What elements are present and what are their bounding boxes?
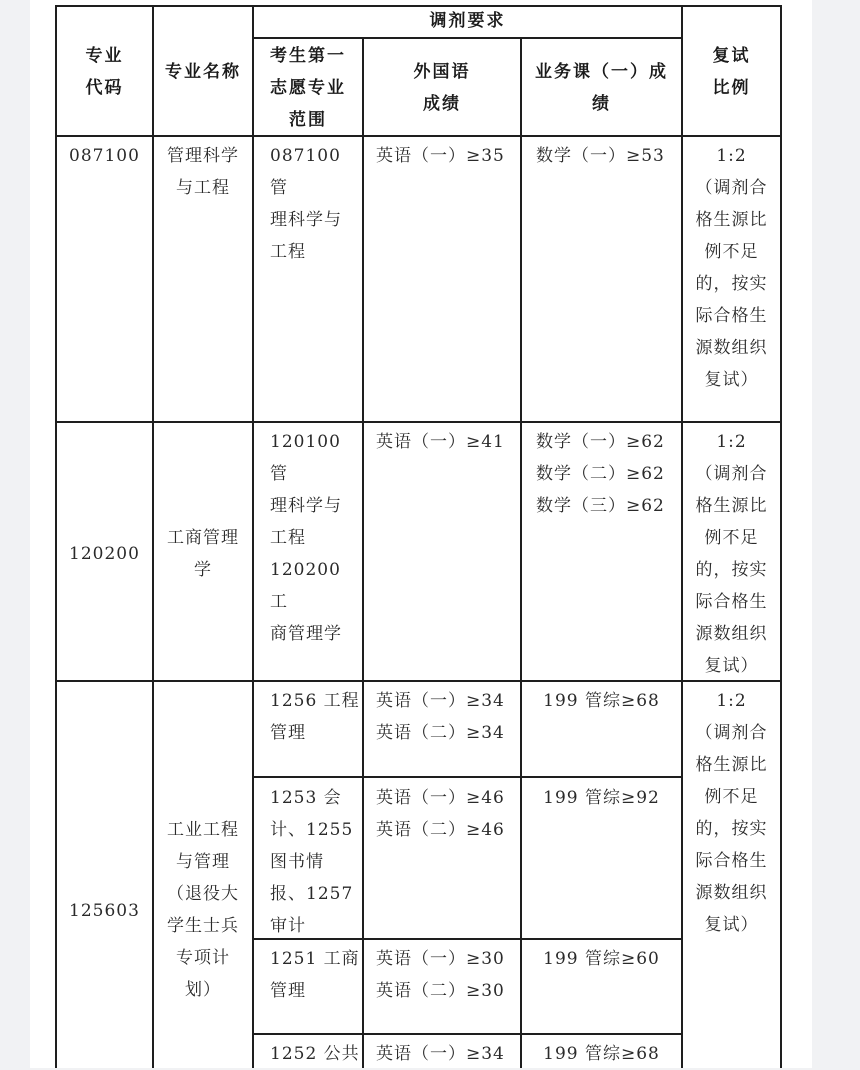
table-rule bbox=[253, 1033, 683, 1035]
table-rule bbox=[252, 5, 254, 1068]
table-rule bbox=[520, 37, 522, 1068]
header-group: 调剂要求 bbox=[429, 11, 506, 31]
row1-ratio: 1:2 （调剂合 格生源比 例不足 的，按实 际合格生 源数组织 复试） bbox=[695, 146, 768, 390]
row2-name: 工商管理 学 bbox=[167, 528, 239, 580]
header-foreign: 外国语 成绩 bbox=[413, 62, 471, 114]
row2-ratio: 1:2 （调剂合 格生源比 例不足 的，按实 际合格生 源数组织 复试） bbox=[695, 432, 768, 676]
header-name: 专业名称 bbox=[165, 62, 241, 82]
row3-sub1-foreign: 英语（一）≥34 英语（二）≥34 bbox=[376, 691, 505, 743]
table-rule bbox=[362, 37, 364, 1068]
table-rule bbox=[253, 37, 683, 39]
row2-course: 数学（一）≥62 数学（二）≥62 数学（三）≥62 bbox=[536, 432, 665, 516]
row3-sub4-course: 199 管综≥68 bbox=[543, 1044, 660, 1064]
row3-sub3-foreign: 英语（一）≥30 英语（二）≥30 bbox=[376, 949, 505, 1001]
row3-sub3-scope: 1251 工商 管理 bbox=[270, 949, 360, 1001]
table-rule bbox=[253, 776, 683, 778]
row3-sub1-course: 199 管综≥68 bbox=[543, 691, 660, 711]
document-page bbox=[30, 0, 812, 1068]
row1-scope: 087100 管 理科学与 工程 bbox=[270, 146, 342, 262]
row3-sub4-scope: 1252 公共 bbox=[270, 1044, 360, 1064]
row3-sub1-scope: 1256 工程 管理 bbox=[270, 691, 360, 743]
header-scope: 考生第一 志愿专业 范围 bbox=[270, 46, 346, 130]
row3-sub2-foreign: 英语（一）≥46 英语（二）≥46 bbox=[376, 788, 505, 840]
row3-sub3-course: 199 管综≥60 bbox=[543, 949, 660, 969]
table-rule bbox=[55, 135, 782, 137]
row2-scope: 120100 管 理科学与 工程 120200 工 商管理学 bbox=[270, 432, 342, 644]
header-course: 业务课（一）成 绩 bbox=[535, 62, 668, 114]
row3-ratio: 1:2 （调剂合 格生源比 例不足 的，按实 际合格生 源数组织 复试） bbox=[695, 691, 768, 935]
row3-sub2-scope: 1253 会 计、1255 图书情 报、1257 审计 bbox=[270, 788, 354, 936]
row3-sub4-foreign: 英语（一）≥34 bbox=[376, 1044, 505, 1064]
row3-code: 125603 bbox=[69, 901, 140, 921]
row2-foreign: 英语（一）≥41 bbox=[376, 432, 505, 452]
row1-name: 管理科学 与工程 bbox=[167, 146, 239, 198]
row3-sub2-course: 199 管综≥92 bbox=[543, 788, 660, 808]
row1-course: 数学（一）≥53 bbox=[536, 146, 665, 166]
table-rule bbox=[55, 680, 782, 682]
header-ratio: 复试 比例 bbox=[712, 46, 751, 98]
table-rule bbox=[55, 421, 782, 423]
header-code: 专业 代码 bbox=[85, 46, 124, 98]
table-border-right bbox=[780, 5, 782, 1068]
row1-code: 087100 bbox=[69, 146, 140, 166]
row3-name: 工业工程 与管理 （退役大 学生士兵 专项计 划） bbox=[167, 820, 239, 1000]
row2-code: 120200 bbox=[69, 544, 140, 564]
row1-foreign: 英语（一）≥35 bbox=[376, 146, 505, 166]
